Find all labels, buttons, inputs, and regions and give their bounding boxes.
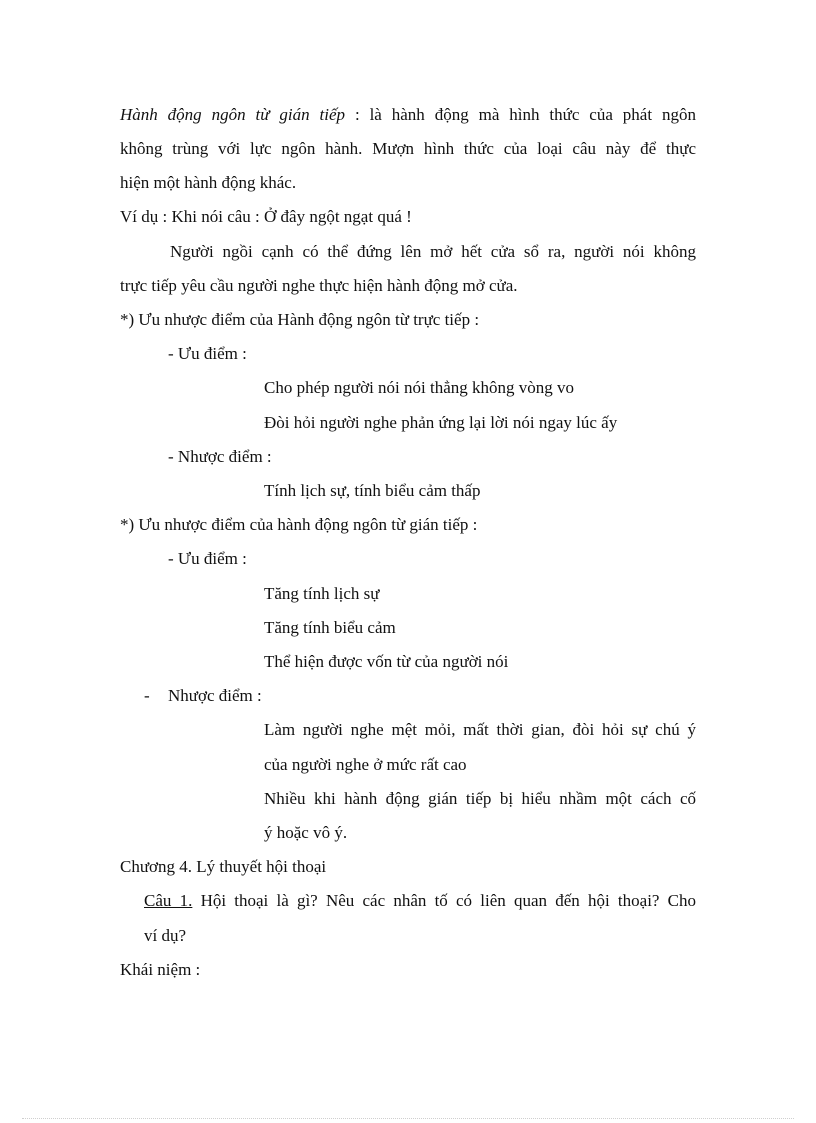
list-item: Tính lịch sự, tính biểu cảm thấp: [264, 481, 481, 500]
list-item: của người nghe ở mức rất cao: [264, 755, 467, 774]
paragraph-line: không trùng với lực ngôn hành. Mượn hình thức của loại câu này để thực: [120, 139, 696, 158]
list-item: ý hoặc vô ý.: [264, 823, 348, 842]
list-item: Nhiều khi hành động gián tiếp bị hiểu nhầm một cách cố: [264, 789, 696, 808]
paragraph-line: [120, 105, 696, 125]
example-line: trực tiếp yêu cầu người nghe thực hiện hành động mở cửa.: [120, 276, 518, 295]
question-text: Hội thoại là gì? Nêu các nhân tố có liên quan đến hội thoại? Cho: [192, 891, 697, 910]
concept-label: Khái niệm :: [120, 960, 201, 979]
list-item: Đòi hỏi người nghe phản ứng lại lời nói ngay lúc ấy: [264, 413, 618, 432]
section-heading: *) Ưu nhược điểm của hành động ngôn từ gián tiếp :: [120, 515, 478, 534]
cons-label: - Nhược điểm :: [168, 447, 272, 466]
paragraph-line: hiện một hành động khác.: [120, 173, 297, 192]
list-item: Cho phép người nói nói thẳng không vòng vo: [264, 378, 575, 397]
list-item: Tăng tính lịch sự: [264, 584, 380, 603]
list-item: Làm người nghe mệt mỏi, mất thời gian, đòi hỏi sự chú ý: [264, 720, 696, 739]
example-label: Ví dụ : Khi nói câu : Ở đây ngột ngạt quá !: [120, 207, 412, 226]
question-label: Câu 1.: [144, 891, 193, 910]
section-heading: *) Ưu nhược điểm của Hành động ngôn từ trực tiếp :: [120, 310, 480, 329]
question-line: ví dụ?: [144, 926, 187, 945]
pros-label: - Ưu điểm :: [168, 549, 247, 568]
list-item: Thể hiện được vốn từ của người nói: [264, 652, 509, 671]
definition-text: : là hành động mà hình thức của phát ngôn: [345, 105, 696, 124]
pros-label: - Ưu điểm :: [168, 344, 247, 363]
example-line: Người ngồi cạnh có thể đứng lên mở hết cửa sổ ra, người nói không: [170, 242, 696, 261]
question-line: [144, 891, 696, 911]
list-item: Tăng tính biểu cảm: [264, 618, 396, 637]
term-italic: Hành động ngôn từ gián tiếp: [120, 105, 346, 124]
page-bottom-rule: [22, 1118, 794, 1119]
bullet-dash: -: [144, 686, 150, 705]
cons-label: Nhược điểm :: [168, 686, 262, 705]
chapter-title: Chương 4. Lý thuyết hội thoại: [120, 857, 327, 876]
